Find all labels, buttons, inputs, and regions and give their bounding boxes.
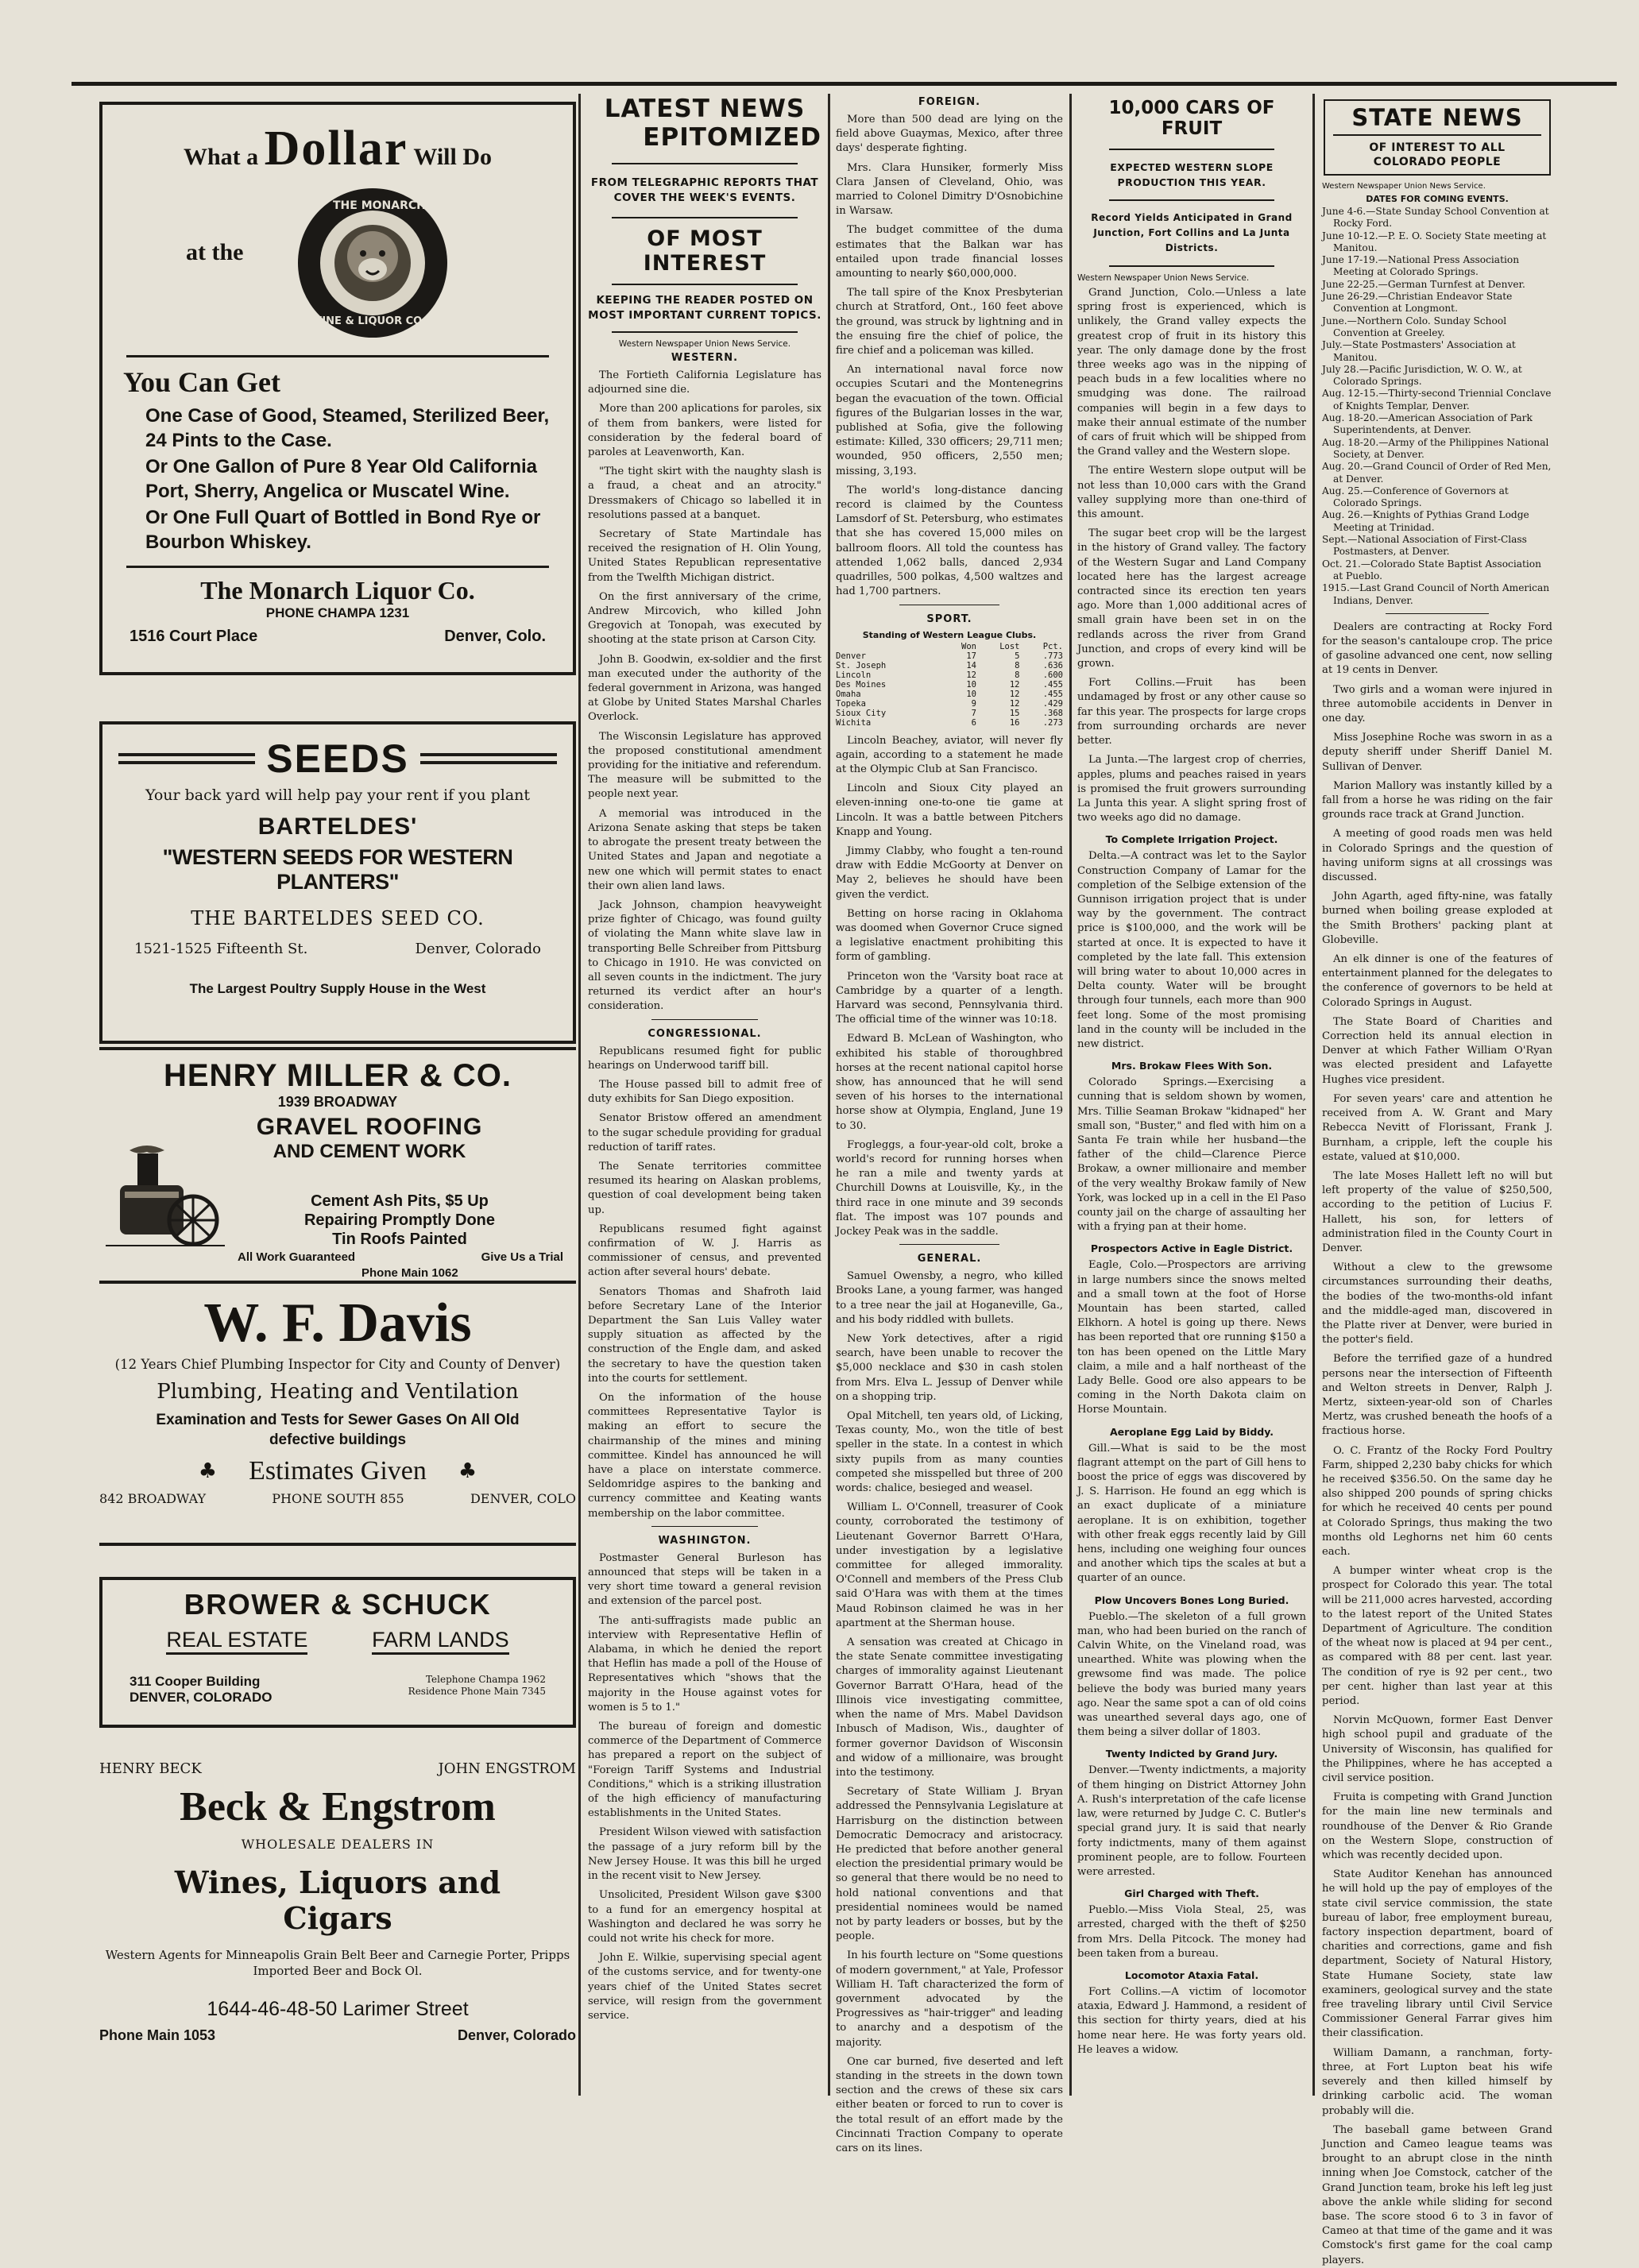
brower-phone-1: Telephone Champa 1962 bbox=[425, 1674, 546, 1685]
latest-service: Western Newspaper Union News Service. bbox=[618, 339, 791, 349]
seeds-address: 1521-1525 Fifteenth St. bbox=[134, 941, 308, 957]
date-item: Aug. 20.—Grand Council of Order of Red Men, at Denver. bbox=[1322, 461, 1552, 485]
seeds-footer: The Largest Poultry Supply House in the West bbox=[189, 981, 486, 996]
state-para: Marion Mallory was instantly killed by a fall from a horse he was riding on the fair grounds race track at Grand Junction. bbox=[1322, 779, 1552, 821]
state-para: The baseball game between Grand Junction and Cameo league teams was brought to an abrupt close in the ninth inning when Joe Comstock, catcher of the Grand Junction team, broke his left leg just above the ankle while sliding for second base. The score stood 6 to 3 in favor of Cameo at that time of the game and it was Comstock's first game for the coal camp players. bbox=[1322, 2123, 1552, 2266]
beck-name: Beck & Engstrom bbox=[180, 1784, 496, 1829]
date-item: Oct. 21.—Colorado State Baptist Association at Pueblo. bbox=[1322, 558, 1541, 581]
fruit-para: Fort Collins.—Fruit has been undamaged by frost or any other cause so far this year. The prospects for large crops from surrounding orchards are never better. bbox=[1077, 677, 1306, 748]
seeds-tagline: Your back yard will help pay your rent if you plant bbox=[145, 786, 531, 804]
general-para: Samuel Owensby, a negro, who killed Brooks Lane, a young farmer, was hanged to a tree near the jail at Hoganeville, Ga., and his body riddled with bullets. bbox=[836, 1270, 1063, 1326]
league-won: 6 bbox=[971, 717, 976, 728]
monarch-offer-1: One Case of Good, Steamed, Sterilized Beer, 24 Pints to the Case. bbox=[145, 405, 550, 451]
league-team: Lincoln bbox=[836, 670, 872, 680]
league-lost: 16 bbox=[1009, 717, 1020, 728]
monarch-address: 1516 Court Place bbox=[129, 628, 258, 645]
indicted-para: Denver.—Twenty indictments, a majority of them hinging on District Attorney John A. Rush's interpretation of the cafe license law, were returned by Judge C. C. Butler's special grand jury. It is said that nearly forty indictments, many of them against prominent people, are to follow. Fourteen were arrested. bbox=[1077, 1764, 1306, 1878]
date-item: June 4-6.—State Sunday School Convention at Rocky Ford. bbox=[1322, 206, 1549, 230]
date-item: July.—State Postmasters' Association at Manitou. bbox=[1322, 339, 1516, 363]
beck-city: Denver, Colorado bbox=[457, 2027, 576, 2043]
sport-para: Lincoln and Sioux City played an eleven-inning one-to-one tie game at Lincoln. It was a battle between Pitchers Knapp and Young. bbox=[836, 782, 1063, 838]
davis-estimates: Estimates Given bbox=[249, 1456, 427, 1486]
seeds-title: SEEDS bbox=[266, 736, 409, 781]
general-para: William L. O'Connell, treasurer of Cook county, corroborated the testimony of Lieutenant Governor Barrett O'Hara, under investigation by a legislative committee for alleged immorality. O'Connell and members of the Press Club said O'Hara was with them at the times Maud Robinson claimed he was in her apartment at the Sherman house. bbox=[836, 1501, 1063, 1629]
ataxia-para: Fort Collins.—A victim of locomotor ataxia, Edward J. Hammond, a resident of this section for thirty years, died at his home near here. He was forty years old. He leaves a widow. bbox=[1077, 1985, 1306, 2056]
indicted-title: Twenty Indicted by Grand Jury. bbox=[1105, 1748, 1278, 1760]
latest-headline-2: EPITOMIZED bbox=[643, 123, 821, 152]
ataxia-title: Locomotor Ataxia Fatal. bbox=[1124, 1969, 1259, 1981]
monarch-headline-a: What a bbox=[183, 144, 259, 170]
state-para: For seven years' care and attention he received from A. W. Grant and Mary Rebecca Nevitt of Florissant, Frank J. Burnham, a cripple, left the couple his estate, valued at $10,000. bbox=[1322, 1092, 1552, 1163]
league-lost: 12 bbox=[1009, 689, 1020, 699]
clover-icon-left: ♣ bbox=[198, 1459, 218, 1483]
beck-phone: Phone Main 1053 bbox=[99, 2027, 216, 2043]
monarch-phone: PHONE CHAMPA 1231 bbox=[265, 605, 410, 620]
state-para: State Auditor Kenehan has announced he will hold up the pay of employes of the state civil service commission, the state bureau of labor, free employment bureau, factory inspection department, board of charities and corrections, game and fish department, Society of Natural History, State Humane Society, state law examiners, geological survey and the state free traveling library until Civil Service Commissioner General Farrar gives him their classification. bbox=[1322, 1868, 1552, 2040]
fruit-deck-2: Record Yields Anticipated in Grand Junction, Fort Collins and La Junta Districts. bbox=[1091, 212, 1293, 253]
davis-city: DENVER, COLO bbox=[470, 1491, 576, 1506]
fruit-para: La Junta.—The largest crop of cherries, apples, plums and peaches raised in years is promised the fruit growers surrounding La Junta this year. A slight spring frost of two weeks ago did no damage. bbox=[1077, 754, 1306, 825]
western-para: More than 200 aplications for paroles, six of them from bankers, were listed for consideration by the federal board of paroles at Leavenworth, Kan. bbox=[588, 403, 821, 459]
brower-right: FARM LANDS bbox=[372, 1628, 509, 1655]
league-col-pct: Pct. bbox=[1042, 641, 1063, 651]
general-para: Opal Mitchell, ten years old, of Licking, Texas county, Mo., won the title of best speller in the state. In a contest in which sixty pupils from as many counties competed she misspelled but three of 200 words: chalice, besieged and weasel. bbox=[836, 1410, 1063, 1495]
column-rule-3 bbox=[1069, 94, 1072, 2096]
date-item: Aug. 18-20.—American Association of Park Superintendents, at Denver. bbox=[1322, 412, 1533, 436]
brower-ad bbox=[99, 1577, 576, 1728]
sport-para: Jimmy Clabby, who fought a ten-round draw with Eddie McGoorty at Denver on May 2, believes he should have been given the verdict. bbox=[836, 844, 1063, 901]
league-won: 7 bbox=[971, 708, 976, 718]
league-team: Wichita bbox=[836, 717, 872, 728]
miller-address: 1939 BROADWAY bbox=[277, 1094, 398, 1110]
state-news-title: STATE NEWS bbox=[1351, 104, 1523, 131]
seeds-ad bbox=[99, 721, 576, 1044]
fruit-para: The sugar beet crop will be the largest in the history of Grand valley. The factory of the Western Sugar and Land Company located here has the largest acreage contracted since its erection ten years ago. More than 1,000 additional acres of small grain have been set in on the redlands across the river from Grand Junction, and crops of every kind will be grown. bbox=[1077, 527, 1306, 670]
league-row bbox=[836, 661, 1063, 670]
davis-credential: (12 Years Chief Plumbing Inspector for City and County of Denver) bbox=[114, 1357, 561, 1372]
congressional-para: The House passed bill to admit free of duty exhibits for San Diego exposition. bbox=[588, 1078, 821, 1106]
clover-icon-right: ♣ bbox=[458, 1459, 477, 1483]
state-para: Fruita is competing with Grand Junction for the main line new terminals and roundhouse of the Denver & Rio Grande on the Western Slope, construction of which was recently decided upon. bbox=[1322, 1791, 1552, 1862]
miller-phone: Phone Main 1062 bbox=[361, 1266, 458, 1280]
league-won: 10 bbox=[966, 689, 976, 699]
egg-para: Gill.—What is said to be the most flagrant attempt on the part of Gill hens to boost the price of eggs was discovered by J. S. Harrison. He found an egg which is an exact duplicate of a miniature aeroplane. It is on exhibition, together with other freak eggs recently laid by Gill hens, including one weighing four ounces and another which tips the scales at but a quarter of an ounce. bbox=[1077, 1442, 1306, 1585]
monarch-logo-top: THE MONARCH bbox=[333, 199, 426, 212]
fruit-para: The entire Western slope output will be not less than 10,000 cars with the Grand valley supplying more than one-third of this amount. bbox=[1077, 465, 1306, 521]
latest-headline-3: OF MOST INTEREST bbox=[643, 226, 767, 276]
miller-offer-1: Cement Ash Pits, $5 Up bbox=[311, 1192, 489, 1210]
fruit-para: Grand Junction, Colo.—Unless a late spring frost is experienced, which is unlikely, the Grand valley expects the greatest crop of fruit in its history this year. The only damage done by the frost three weeks ago was in the nipping of peach buds in a few localities where no smudging was done. The railroad companies will begin in a few days to make their annual estimate of the number of cars of fruit which will be shipped from the Grand valley and the Western slope. bbox=[1077, 287, 1306, 458]
league-pct: .368 bbox=[1042, 708, 1063, 718]
miller-name: HENRY MILLER & CO. bbox=[163, 1058, 512, 1093]
foreign-para: Mrs. Clara Hunsiker, formerly Miss Clara Jansen of Cleveland, Ohio, was married to Colonel Dimitry D'Osnobichine in Warsaw. bbox=[836, 161, 1063, 218]
date-item: June.—Northern Colo. Sunday School Convention at Greeley. bbox=[1322, 315, 1507, 338]
league-lost: 8 bbox=[1015, 670, 1020, 680]
beck-agents: Western Agents for Minneapolis Grain Belt Beer and Carnegie Porter, Pripps Imported Beer and Bock Ol. bbox=[105, 1948, 570, 1978]
state-para: Without a clew to the grewsome circumstances surrounding their deaths, the bodies of the two-months-old infant and the middle-aged man, discovered in the Platte river at Denver, were buried in the potter's field. bbox=[1322, 1262, 1552, 1347]
sport-para: Betting on horse racing in Oklahoma was doomed when Governor Cruce signed a legislative enactment prohibiting this form of gambling. bbox=[836, 907, 1063, 964]
league-lost: 15 bbox=[1009, 708, 1020, 718]
league-team: Denver bbox=[836, 651, 866, 661]
league-row bbox=[836, 670, 1063, 680]
miller-guarantee: All Work Guaranteed bbox=[238, 1250, 356, 1264]
sport-heading: SPORT. bbox=[926, 612, 972, 625]
dates-title: DATES FOR COMING EVENTS. bbox=[1366, 194, 1509, 204]
foreign-para: The budget committee of the duma estimates that the Balkan war has entailed upon trade financial losses amounting to nearly $60,000,000. bbox=[836, 224, 1063, 280]
league-col-lost: Lost bbox=[999, 641, 1020, 651]
general-para: A sensation was created at Chicago in the state Senate committee investigating charges of immorality against Lieutenant Governor Barratt O'Hara, head of the Illinois vice investigating committee, when the name of Mrs. Mabel Davidson Inbusch of Madison, Wis., daughter of former governor Davidson of Wisconsin and widow of a millionaire, was brought into the testimony. bbox=[836, 1636, 1063, 1779]
miller-offer-2: Repairing Promptly Done bbox=[303, 1211, 496, 1229]
brokaw-para: Colorado Springs.—Exercising a cunning that is seldom shown by women, Mrs. Tillie Seaman Brokaw "kidnaped" her small son, "Buster," and fled with him on a Santa Fe train while her husband—the father of the child—Clarence Pierce Brokaw, a owner millionaire and member of the very wealthy Brokaw family of New York, was locked up in a cell in the El Paso county jail on the charge of assaulting her with a frying pan at their home. bbox=[1077, 1076, 1306, 1234]
brokaw-title: Mrs. Brokaw Flees With Son. bbox=[1111, 1060, 1273, 1072]
general-heading: GENERAL. bbox=[917, 1253, 982, 1265]
monarch-headline-c: Will Do bbox=[413, 144, 493, 170]
league-team: Des Moines bbox=[836, 679, 887, 690]
league-won: 12 bbox=[966, 670, 976, 680]
seeds-slogan: "WESTERN SEEDS FOR WESTERN PLANTERS" bbox=[162, 845, 513, 894]
eagle-title: Prospectors Active in Eagle District. bbox=[1090, 1242, 1293, 1255]
western-para: On the first anniversary of the crime, Andrew Mircovich, who killed John Gregovich at Tonopah, was executed by shooting at the state prison at Carson City. bbox=[588, 590, 821, 647]
date-item: Aug. 25.—Conference of Governors at Colorado Springs. bbox=[1322, 485, 1509, 509]
foreign-para: The tall spire of the Knox Presbyterian church at Stratford, Ont., 160 feet above the ground, was struck by lightning and in the ensuing fire the chief of police, the fire chief and a policeman was killed. bbox=[836, 287, 1063, 357]
western-para: "The tight skirt with the naughty slash is a fraud, a cheat and an atrocity." Dressmakers of Chicago so labelled it in resolutions passed at a banquet. bbox=[588, 466, 821, 521]
general-para: New York detectives, after a rigid search, have been unable to recover the $5,000 necklace and $30 in cash stolen from Mrs. Elva L. Jessup of Denver while on a shopping trip. bbox=[836, 1333, 1063, 1403]
league-pct: .636 bbox=[1042, 660, 1063, 670]
washington-para: The anti-suffragists made public an interview with Representative Heflin of Alabama, in which he denied the report that Heflin has made a poll of the House of Representatives which "shows that the majority in the House against votes for women is 5 to 1." bbox=[588, 1614, 821, 1714]
tar-kettle-icon bbox=[106, 1147, 225, 1250]
state-para: William Damann, a ranchman, forty-three, at Fort Lupton beat his wife severely and then killed himself by drinking carbolic acid. The woman probably will die. bbox=[1322, 2046, 1552, 2117]
brower-left: REAL ESTATE bbox=[166, 1628, 307, 1655]
foreign-para: The world's long-distance dancing record is claimed by the Countess Lamsdorf of St. Petersburg, who estimates that she has covered 15,000 miles on ballroom floors. All told the countess has attended 1,062 balls, danced 2,934 quadrilles, 500 polkas, 4,500 waltzes and had 1,700 partners. bbox=[836, 484, 1063, 598]
state-para: The late Moses Hallett left no will but left property of the value of $250,500, according to the petition of Lucius F. Hallett, his son, for letters of administration filed in the County Court in Denver. bbox=[1322, 1169, 1552, 1254]
girl-para: Pueblo.—Miss Viola Steal, 25, was arrested, charged with the theft of $250 from Mrs. Della Pitcock. The money had been taken from a bureau. bbox=[1077, 1904, 1306, 1960]
congressional-para: Senator Bristow offered an amendment to the sugar schedule providing for gradual reduction of tariff rates. bbox=[588, 1112, 821, 1153]
monarch-at-the: at the bbox=[186, 239, 244, 265]
beck-ad bbox=[99, 1760, 576, 2065]
general-para: In his fourth lecture on "Some questions of modern government," at Yale, Professor William H. Taft characterized the form of government advocated by the Progressives as "hair-trigger" and leading to anarchy and a despotism of the majority. bbox=[836, 1949, 1063, 2049]
league-won: 10 bbox=[966, 679, 976, 690]
miller-line1: GRAVEL ROOFING bbox=[256, 1114, 483, 1140]
league-row bbox=[836, 680, 1063, 690]
plow-para: Pueblo.—The skeleton of a full grown man, who had been buried on the ranch of Calvin White, on the Vineland road, was unearthed. White was plowing when the grewsome find was made. The police believe the body was buried many years ago. Near the same spot a can of old coins was unearthed several days ago, one of them being a silver dollar of 1803. bbox=[1077, 1610, 1306, 1739]
plow-title: Plow Uncovers Bones Long Buried. bbox=[1094, 1594, 1289, 1606]
beck-goods-2: Cigars bbox=[283, 1900, 392, 1936]
league-row bbox=[836, 699, 1063, 709]
foreign-para: More than 500 dead are lying on the field above Guaymas, Mexico, after three days' desperate fighting. bbox=[836, 114, 1063, 155]
davis-phone: PHONE SOUTH 855 bbox=[272, 1491, 404, 1506]
top-rule bbox=[72, 82, 1617, 86]
league-won: 14 bbox=[966, 660, 976, 670]
state-service: Western Newspaper Union News Service. bbox=[1322, 182, 1486, 191]
fruit-headline: 10,000 CARS OF FRUIT bbox=[1108, 98, 1275, 139]
league-team: Topeka bbox=[836, 698, 866, 709]
washington-para: John E. Wilkie, supervising special agent of the customs service, and for twenty-one years chief of the United States secret service, will resign from the government service. bbox=[588, 1952, 821, 2022]
state-para: Miss Josephine Roche was sworn in as a deputy sheriff under Sheriff Daniel M. Sullivan of Denver. bbox=[1322, 732, 1552, 773]
washington-para: Postmaster General Burleson has announced that steps will be taken in a very short time toward a general revision and extension of the parcel post. bbox=[588, 1551, 821, 1608]
monarch-offer-3: Or One Full Quart of Bottled in Bond Rye or Bourbon Whiskey. bbox=[145, 507, 541, 553]
state-para: Dealers are contracting at Rocky Ford for the season's cantaloupe crop. The price of gasoline advanced one cent, now selling at 19 cents in Denver. bbox=[1322, 620, 1552, 677]
congressional-para: The Senate territories committee resumed its hearing on Alaskan problems, question of coal development being taken up. bbox=[588, 1160, 821, 1216]
league-pct: .273 bbox=[1042, 717, 1063, 728]
column-rule-4 bbox=[1312, 94, 1315, 2096]
western-heading: WESTERN. bbox=[671, 352, 739, 364]
state-para: The State Board of Charities and Correction held its annual election in Denver at which Father William O'Ryan was elected president and Lafayette Hughes vice president. bbox=[1322, 1015, 1552, 1086]
league-lost: 5 bbox=[1015, 651, 1020, 661]
league-lost: 12 bbox=[1009, 679, 1020, 690]
monarch-headline-b: Dollar bbox=[264, 122, 408, 176]
beck-partner-1: HENRY BECK bbox=[99, 1760, 202, 1777]
league-pct: .600 bbox=[1042, 670, 1063, 680]
sport-para: Frogleggs, a four-year-old colt, broke a world's record for running horses when he ran a mile and twenty yards at Churchill Downs at Louisville, Ky., in the third race in one minute and 39 seconds flat. The impost was 107 pounds and Jockey Peak was in the saddle. bbox=[836, 1138, 1063, 1238]
washington-para: Unsolicited, President Wilson gave $300 to a fund for an emergency hospital at Washington and declared he was sorry he could not write his check for more. bbox=[588, 1889, 821, 1945]
fruit-deck-1: EXPECTED WESTERN SLOPE PRODUCTION THIS YEAR. bbox=[1110, 161, 1274, 188]
league-table bbox=[836, 642, 1063, 728]
western-para: John B. Goodwin, ex-soldier and the first man executed under the authority of the federal government in Arizona, was hanged at Globe by United States Marshal Charles Overlock. bbox=[588, 653, 821, 724]
monarch-divider bbox=[126, 355, 549, 357]
davis-ad bbox=[99, 1287, 576, 1546]
beck-partner-2: JOHN ENGSTROM bbox=[438, 1760, 576, 1777]
foreign-heading: FOREIGN. bbox=[918, 96, 981, 108]
congressional-para: On the information of the house committees Representative Taylor is making an effort to secure the chairmanship of the mines and mining committee. Kindel has announced he will have a place on interstate commerce. Seldomridge aspires to the banking and currency committee and Keating wants membership on the labor committee. bbox=[588, 1392, 821, 1520]
monarch-city: Denver, Colo. bbox=[444, 628, 546, 645]
egg-title: Aeroplane Egg Laid by Biddy. bbox=[1110, 1425, 1274, 1438]
league-pct: .455 bbox=[1042, 679, 1063, 690]
western-para: Jack Johnson, champion heavyweight prize fighter of Chicago, was found guilty of violating the Mann white slave law in transporting Belle Schreiber from Pittsburg to Chicago in 1910. He was convicted on all seven counts in the indictment. The jury returned its verdict after an hour's consideration. bbox=[588, 898, 821, 1013]
league-lost: 8 bbox=[1015, 660, 1020, 670]
miller-offer-3: Tin Roofs Painted bbox=[332, 1231, 467, 1248]
washington-para: President Wilson viewed with satisfaction the passage of a jury reform bill by the New Jersey House. It was this bill he urged in the recent visit to New Jersey. bbox=[588, 1826, 821, 1883]
league-team: St. Joseph bbox=[836, 660, 887, 670]
seeds-company: THE BARTELDES SEED CO. bbox=[191, 907, 485, 929]
state-para: An elk dinner is one of the features of entertainment planned for the delegates to the conference of governors to be held at Colorado Springs in August. bbox=[1322, 953, 1552, 1009]
league-team: Sioux City bbox=[836, 708, 887, 718]
sport-para: Lincoln Beachey, aviator, will never fly again, according to a statement he made at the Olympic Club at San Francisco. bbox=[836, 734, 1063, 775]
state-para: A meeting of good roads men was held in Colorado Springs and the question of having uniform signs at all crossings was discussed. bbox=[1322, 828, 1552, 884]
date-item: June 17-19.—National Press Association Meeting at Colorado Springs. bbox=[1322, 254, 1520, 278]
davis-tests: Examination and Tests for Sewer Gases On All Old defective buildings bbox=[156, 1412, 520, 1448]
state-news-box bbox=[1324, 99, 1551, 176]
fruit-column bbox=[1077, 91, 1306, 2093]
monarch-company: The Monarch Liquor Co. bbox=[200, 576, 475, 605]
date-item: June 26-29.—Christian Endeavor State Convention at Longmont. bbox=[1322, 291, 1513, 315]
latest-deck-2: KEEPING THE READER POSTED ON MOST IMPORTANT CURRENT TOPICS. bbox=[588, 294, 821, 322]
state-para: Before the terrified gaze of a hundred persons near the intersection of Fifteenth and Welton streets in Denver, Ralph J. Mertz, sixteen-year-old son of Charles Mertz, was crushed beneath the hoofs of a fractious horse. bbox=[1322, 1353, 1552, 1438]
general-para: Secretary of State William J. Bryan addressed the Pennsylvania Legislature at Harrisburg on the distinction between Democratic Democracy and aristocracy. He predicted that before another general election the presidential primary would be so general that there would be no need to hold national conventions and that presidential nominees would be named not by party leaders or bosses, but by the people. bbox=[836, 1786, 1063, 1943]
beck-goods-1: Wines, Liquors and bbox=[174, 1864, 501, 1900]
davis-name: W. F. Davis bbox=[203, 1292, 472, 1354]
seeds-brand: BARTELDES' bbox=[257, 813, 418, 840]
miller-ad bbox=[99, 1047, 576, 1284]
brower-city: DENVER, COLORADO bbox=[129, 1690, 273, 1705]
congressional-para: Republicans resumed fight against confirmation of W. J. Harris as commissioner of census, and prevented action after several hours' debate. bbox=[588, 1223, 821, 1279]
state-para: John Agarth, aged fifty-nine, was fatally burned when boiling grease exploded at the Smith Brothers' packing plant at Globeville. bbox=[1322, 891, 1552, 946]
brower-address: 311 Cooper Building bbox=[129, 1674, 261, 1689]
brower-phone-2: Residence Phone Main 7345 bbox=[408, 1686, 546, 1697]
monarch-you-can-get: You Can Get bbox=[123, 366, 281, 398]
league-row bbox=[836, 718, 1063, 728]
foreign-para: An international naval force now occupies Scutari and the Montenegrins began the evacuation of the town. Official figures of the Bulgarian losses in the war, published at Sofia, give the following estimate: Killed, 330 officers; 29,711 men; wounded, 950 officers, 2,550 men; missing, 3,193. bbox=[836, 364, 1063, 477]
girl-title: Girl Charged with Theft. bbox=[1124, 1887, 1259, 1900]
state-para: Two girls and a woman were injured in three automobile accidents in Denver in one day. bbox=[1322, 683, 1552, 725]
monarch-divider-2 bbox=[126, 566, 549, 568]
date-item: Aug. 12-15.—Thirty-second Triennial Conclave of Knights Templar, Denver. bbox=[1322, 388, 1552, 411]
column-rule-2 bbox=[828, 94, 830, 2096]
monarch-offer-2: Or One Gallon of Pure 8 Year Old California Port, Sherry, Angelica or Muscatel Wine. bbox=[145, 456, 538, 502]
league-won: 17 bbox=[966, 651, 976, 661]
beck-address: 1644-46-48-50 Larimer Street bbox=[207, 1998, 469, 2020]
sport-para: Princeton won the 'Varsity boat race at Cambridge by a quarter of a length. Harvard was second, Pennsylvania third. The official time of the winner was 10:18. bbox=[836, 970, 1063, 1026]
washington-para: The bureau of foreign and domestic commerce of the Department of Commerce has prepared a report on the subject of "Foreign Tariff Systems and Industrial Conditions," which is a striking illustration of the high efficiency of manufacturing establishments in the United States. bbox=[588, 1721, 821, 1820]
washington-heading: WASHINGTON. bbox=[658, 1534, 752, 1547]
western-para: The Wisconsin Legislature has approved the proposed constitutional amendment providing for the initiative and referendum. The measure will be submitted to the people next year. bbox=[588, 730, 821, 801]
state-para: O. C. Frantz of the Rocky Ford Poultry Farm, shipped 2,230 baby chicks for which he received $356.50. On the same day he also shipped 200 pounds of spring chicks for which he received 40 cents per pound at Colorado Springs, thus making the two months old Leghorns net him 60 cents each. bbox=[1322, 1444, 1552, 1558]
seeds-city: Denver, Colorado bbox=[415, 941, 541, 957]
date-item: June 22-25.—German Turnfest at Denver. bbox=[1322, 278, 1525, 290]
league-row bbox=[836, 651, 1063, 661]
state-para: Norvin McQuown, former East Denver high school pupil and graduate of the University of Wisconsin, has qualified for the Philippines, where he has accepted a civil service position. bbox=[1322, 1714, 1552, 1785]
league-pct: .773 bbox=[1042, 651, 1063, 661]
league-title: Standing of Western League Clubs. bbox=[862, 629, 1037, 640]
league-lost: 12 bbox=[1009, 698, 1020, 709]
western-para: A memorial was introduced in the Arizona Senate asking that steps be taken to abrogate the present treaty between the United States and Japan and negotiate a new one which will permit states to enact their own alien land laws. bbox=[588, 807, 821, 892]
beck-dealers: WHOLESALE DEALERS IN bbox=[241, 1837, 435, 1852]
column-rule-1 bbox=[578, 94, 581, 2096]
league-row bbox=[836, 709, 1063, 718]
congressional-para: Republicans resumed fight for public hearings on Underwood tariff bill. bbox=[588, 1045, 821, 1072]
league-pct: .429 bbox=[1042, 698, 1063, 709]
league-team: Omaha bbox=[836, 689, 861, 699]
congressional-heading: CONGRESSIONAL. bbox=[647, 1027, 762, 1040]
latest-headline-1: LATEST NEWS bbox=[604, 95, 806, 123]
davis-services: Plumbing, Heating and Ventilation bbox=[157, 1380, 519, 1404]
date-item: Sept.—National Association of First-Class Postmasters, at Denver. bbox=[1322, 534, 1527, 558]
irrigation-para: Delta.—A contract was let to the Saylor Construction Company of Lamar for the completion of the Selbige extension of the Gunnison irrigation project that is under way by the government. The contract price is $100,000, and the work will be started at once. It is expected to have it completed by the late fall. This extension will bring water to about 10,000 acres in Delta county. Water will be brought through four tunnels, each more than 900 feet long. Some of the most promising land in the county will be included in the new district. bbox=[1077, 850, 1306, 1050]
date-item: June 10-12.—P. E. O. Society State meeting at Manitou. bbox=[1322, 230, 1547, 253]
league-col-won: Won bbox=[961, 641, 976, 651]
fruit-service: Western Newspaper Union News Service. bbox=[1077, 273, 1250, 283]
western-para: Secretary of State Martindale has received the resignation of H. Olin Young, United States Republican representative from the Twelfth Michigan district. bbox=[588, 528, 821, 584]
state-news-column bbox=[1322, 91, 1552, 2266]
date-item: Aug. 18-20.—Army of the Philippines National Society, at Denver. bbox=[1322, 436, 1549, 460]
date-item: 1915.—Last Grand Council of North American Indians, Denver. bbox=[1322, 582, 1550, 606]
latest-deck-1: FROM TELEGRAPHIC REPORTS THAT COVER THE WEEK'S EVENTS. bbox=[590, 176, 819, 204]
state-news-deck: OF INTEREST TO ALL COLORADO PEOPLE bbox=[1369, 141, 1506, 168]
state-para: A bumper winter wheat crop is the prospect for Colorado this year. The total will be 211,000 acres harvested, according to the latest report of the United States Department of Agriculture. The condition of the wheat now is placed at 94 per cent., as compared with 88 per cent. last year. The condition of rye is 92 per cent., two per cent. higher than last year at this period. bbox=[1322, 1565, 1552, 1708]
western-para: The Fortieth California Legislature has adjourned sine die. bbox=[588, 369, 821, 396]
league-pct: .455 bbox=[1042, 689, 1063, 699]
league-won: 9 bbox=[971, 698, 976, 709]
davis-address: 842 BROADWAY bbox=[99, 1491, 207, 1506]
miller-trial: Give Us a Trial bbox=[481, 1250, 563, 1264]
league-row bbox=[836, 690, 1063, 699]
league-header-row bbox=[836, 642, 1063, 651]
date-item: July 28.—Pacific Jurisdiction, W. O. W., at Colorado Springs. bbox=[1322, 363, 1522, 388]
sport-para: Edward B. McLean of Washington, who exhibited his stable of thoroughbred horses at the recent national capitol horse show, has announced that he will send seven of his horses to the international horse show at Olympia, England, June 19 to 30. bbox=[836, 1033, 1063, 1132]
foreign-column bbox=[836, 91, 1063, 2154]
eagle-para: Eagle, Colo.—Prospectors are arriving in large numbers since the snows melted and a small town at the foot of Horse Mountain has been started, called Elkhorn. A hotel is going up there. News has been reported that ore running $150 a ton has been opened on the Little Mary claim, a mile and a half northeast of the Lady Belle. Good ore also appears to be coming in the North Dakota claim on Horse Mountain. bbox=[1077, 1259, 1306, 1416]
brower-name: BROWER & SCHUCK bbox=[184, 1588, 492, 1621]
date-item: Aug. 26.—Knights of Pythias Grand Lodge Meeting at Trinidad. bbox=[1322, 509, 1529, 533]
congressional-para: Senators Thomas and Shafroth laid before Secretary Lane of the Interior Department the San Luis Valley water supply situation as affected by the construction of the Engle dam, and asked the secretary to have the question taken into the courts for settlement. bbox=[588, 1285, 821, 1385]
latest-news-column bbox=[588, 91, 821, 2093]
irrigation-title: To Complete Irrigation Project. bbox=[1105, 833, 1278, 846]
monarch-logo-bottom: WINE & LIQUOR CO. bbox=[311, 315, 426, 327]
miller-line2: AND CEMENT WORK bbox=[273, 1141, 466, 1162]
dates-list bbox=[1322, 206, 1552, 607]
general-para: One car burned, five deserted and left standing in the streets in the down town section and the crews of these six cars either beaten or forced to run to cover is the total result of an effort made by the Cincinnati Traction Company to operate cars on its lines. bbox=[836, 2055, 1063, 2154]
monarch-ad bbox=[99, 102, 576, 675]
